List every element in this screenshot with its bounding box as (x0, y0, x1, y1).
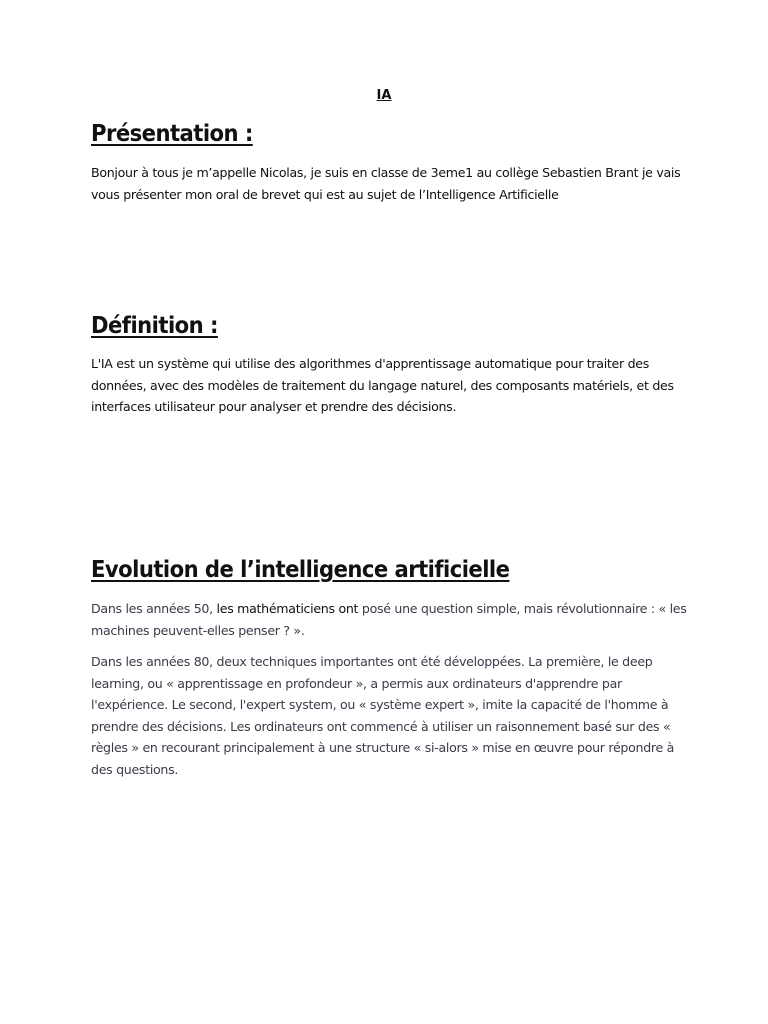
heading-definition: Définition : (91, 313, 218, 339)
paragraph-evolution-1-part-3: posé une question simple, mais révolutionnaire : « les machines peuvent-elles penser ? ». (91, 601, 687, 638)
paragraph-evolution-2: Dans les années 80, deux techniques importantes ont été développées. La première, le deep learning, ou « apprentissage en profondeur », a permis aux ordinateurs d'apprendre par l'expérience. Le second, l'expert system, ou « système expert », imite la capacité de l'homme à prendre des décisions. Les ordinateurs ont commencé à utiliser un raisonnement basé sur des « règles » en recourant principalement à une structure « si-alors » mise en œuvre pour répondre à des questions. (91, 654, 675, 777)
paragraph-presentation: Bonjour à tous je m’appelle Nicolas, je suis en classe de 3eme1 au collège Sebastien Brant je vais vous présenter mon oral de brevet qui est au sujet de l’Intelligence Artificielle (91, 165, 681, 202)
heading-presentation: Présentation : (91, 121, 253, 147)
paragraph-evolution-1 (91, 598, 691, 641)
paragraph-evolution-1-part-2: les mathématiciens ont (216, 601, 359, 616)
document-title: IA (376, 88, 392, 103)
paragraph-evolution-1-part-1: Dans les années 50, (91, 601, 217, 616)
heading-evolution: Evolution de l’intelligence artificielle (91, 557, 510, 583)
paragraph-definition: L'IA est un système qui utilise des algorithmes d'apprentissage automatique pour traiter des données, avec des modèles de traitement du langage naturel, des composants matériels, et des interfaces utilisateur pour analyser et prendre des décisions. (91, 356, 674, 414)
